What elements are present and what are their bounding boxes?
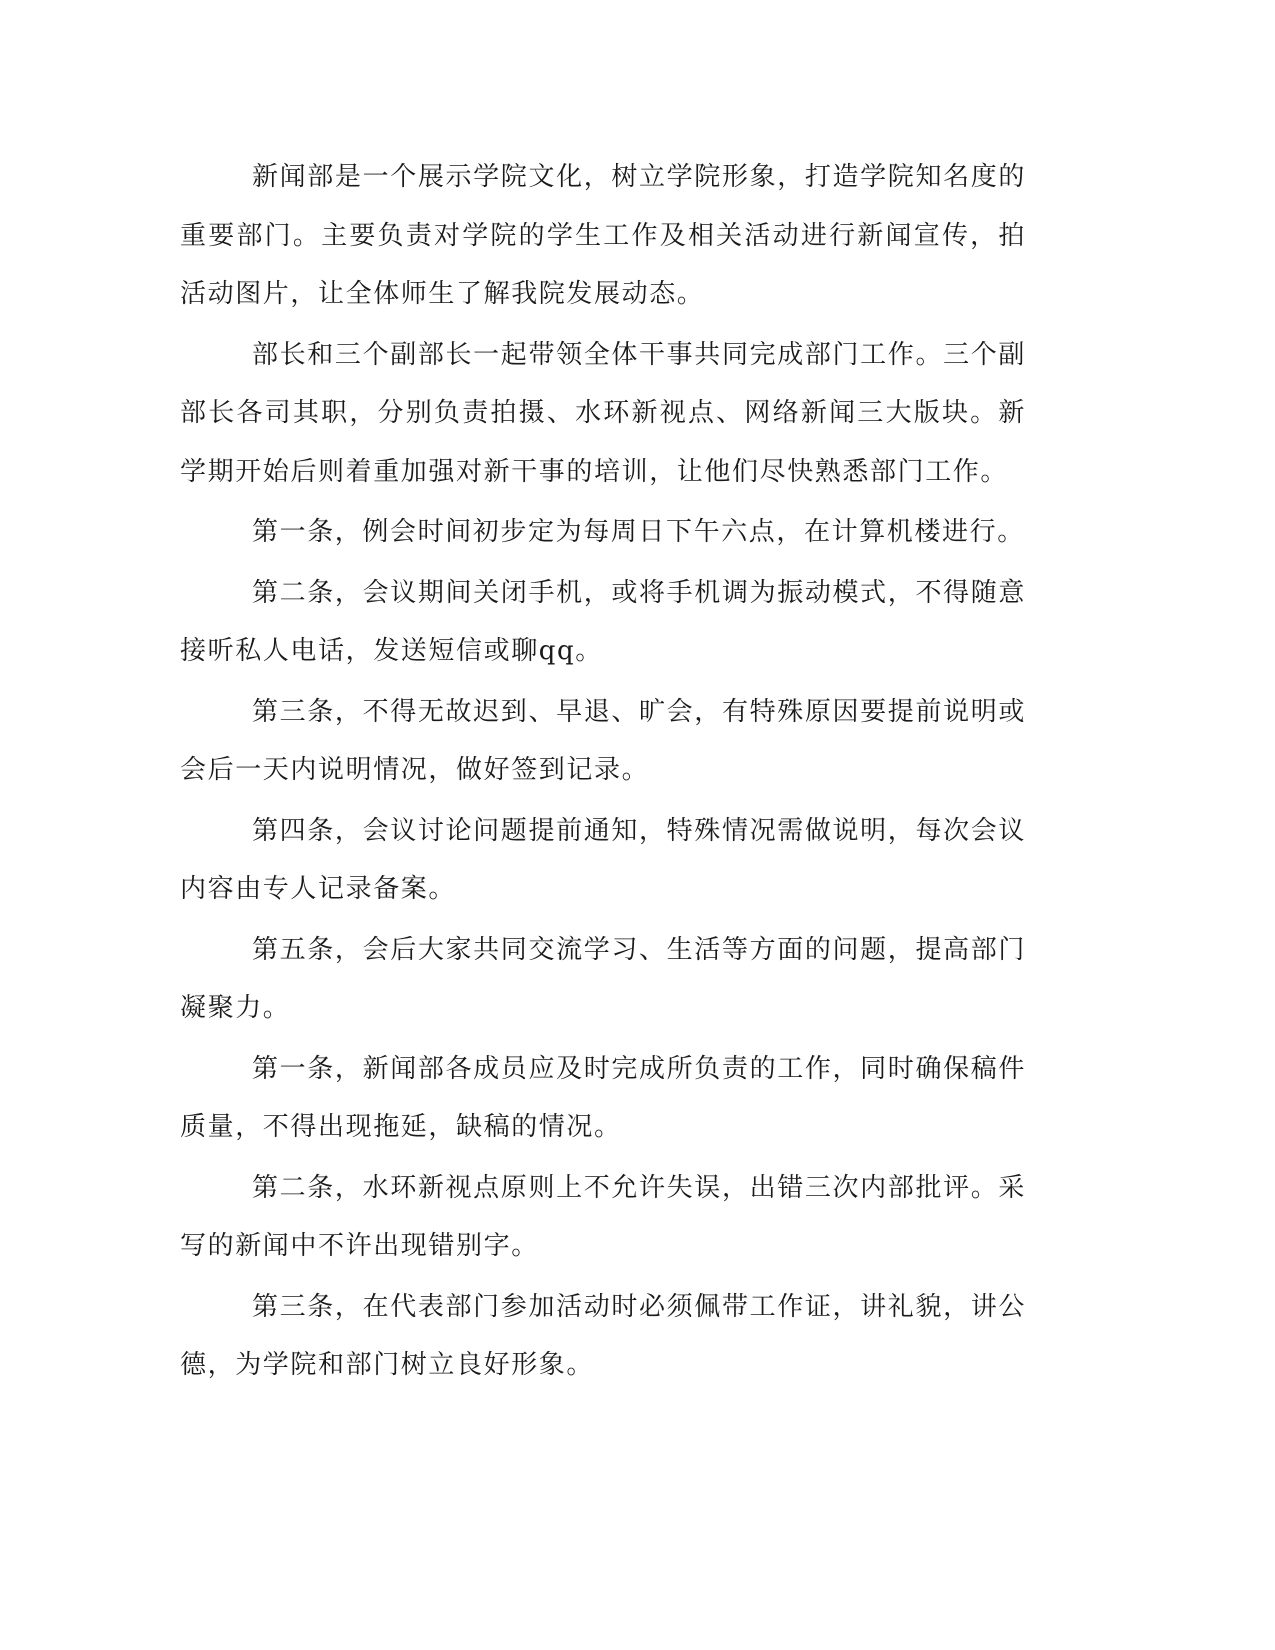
paragraph-work-rule-1: 第一条，新闻部各成员应及时完成所负责的工作，同时确保稿件质量，不得出现拖延，缺稿的情况。 [180,1053,1026,1142]
document-body [180,148,1026,1397]
paragraph-meeting-rule-4: 第四条，会议讨论问题提前通知，特殊情况需做说明，每次会议内容由专人记录备案。 [180,815,1026,904]
paragraph-leadership: 部长和三个副部长一起带领全体干事共同完成部门工作。三个副部长各司其职，分别负责拍摄、水环新视点、网络新闻三大版块。新学期开始后则着重加强对新干事的培训，让他们尽快熟悉部门工作。 [180,339,1026,487]
paragraph-meeting-rule-3: 第三条，不得无故迟到、早退、旷会，有特殊原因要提前说明或会后一天内说明情况，做好签到记录。 [180,696,1026,785]
paragraph-meeting-rule-5: 第五条，会后大家共同交流学习、生活等方面的问题，提高部门凝聚力。 [180,934,1026,1023]
paragraph-work-rule-3: 第三条，在代表部门参加活动时必须佩带工作证，讲礼貌，讲公德，为学院和部门树立良好形象。 [180,1291,1026,1380]
paragraph-meeting-rule-2: 第二条，会议期间关闭手机，或将手机调为振动模式，不得随意接听私人电话，发送短信或聊qq。 [180,577,1026,666]
paragraph-work-rule-2: 第二条，水环新视点原则上不允许失误，出错三次内部批评。采写的新闻中不许出现错别字。 [180,1172,1026,1261]
paragraph-meeting-rule-1: 第一条，例会时间初步定为每周日下午六点，在计算机楼进行。 [252,517,1025,547]
paragraph-intro: 新闻部是一个展示学院文化，树立学院形象，打造学院知名度的重要部门。主要负责对学院的学生工作及相关活动进行新闻宣传，拍活动图片，让全体师生了解我院发展动态。 [180,162,1026,309]
